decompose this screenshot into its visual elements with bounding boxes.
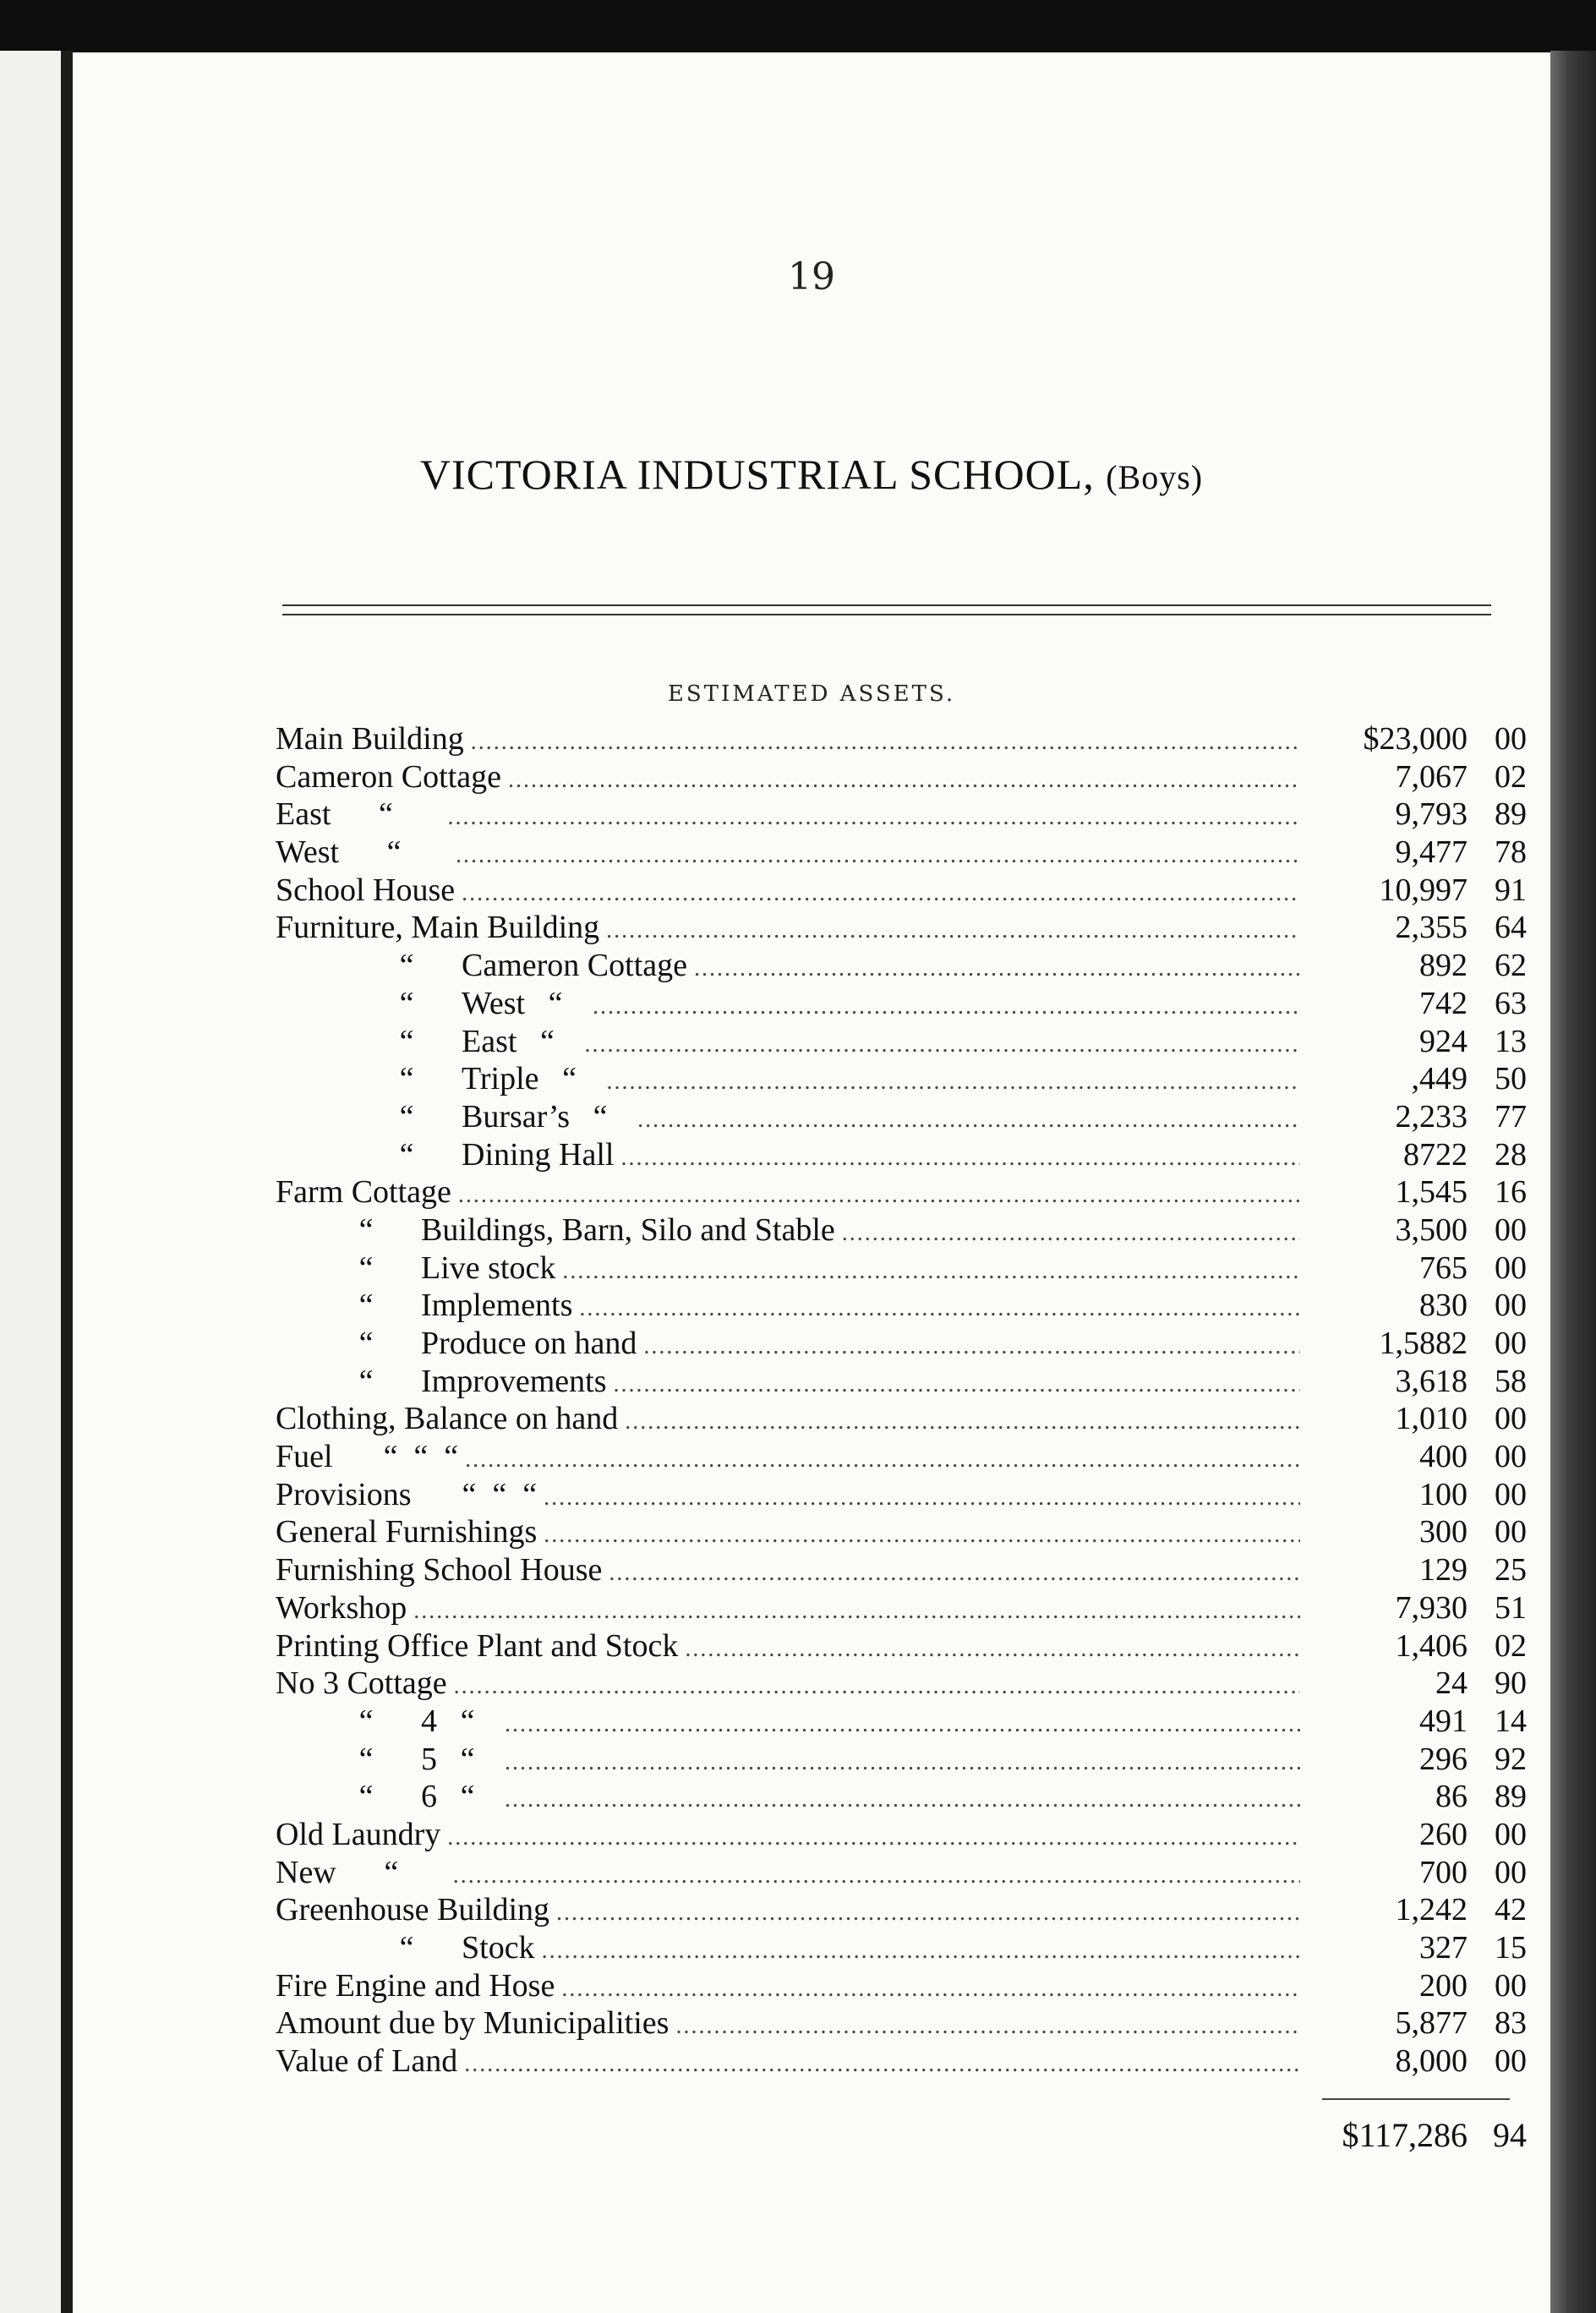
asset-cents: 00 (1495, 2043, 1527, 2080)
leader-dots (562, 1253, 1300, 1291)
ditto-mark: “ (399, 1023, 414, 1059)
asset-row (276, 1627, 1527, 1665)
asset-row (276, 872, 1527, 910)
asset-cents: 62 (1495, 948, 1527, 984)
asset-row (276, 1363, 1527, 1401)
leader-dots (607, 1064, 1300, 1102)
asset-cents: 00 (1495, 1288, 1527, 1324)
asset-cents: 83 (1495, 2005, 1527, 2042)
asset-amount: 765 (1419, 1249, 1468, 1286)
asset-name: Workshop (276, 1589, 407, 1626)
leader-dots (465, 1441, 1300, 1479)
asset-cents: 89 (1495, 796, 1527, 833)
asset-cents: 89 (1495, 1779, 1527, 1815)
asset-label (276, 1703, 498, 1741)
total-amount: $117,286 (1342, 2116, 1468, 2154)
asset-label (276, 909, 599, 947)
asset-amount: 491 (1419, 1703, 1468, 1739)
ditto-mark: “ (399, 1098, 414, 1135)
asset-row (276, 2004, 1527, 2042)
asset-label (276, 1741, 498, 1779)
asset-amount: 892 (1419, 948, 1468, 984)
asset-label (276, 1551, 602, 1589)
asset-row (276, 985, 1527, 1023)
asset-label (276, 1136, 614, 1174)
asset-row (276, 2042, 1527, 2081)
asset-name: Clothing, Balance on hand (276, 1401, 619, 1437)
asset-row (276, 834, 1527, 872)
asset-label (276, 720, 464, 758)
asset-row (276, 1551, 1527, 1589)
asset-row (276, 1967, 1527, 2005)
asset-row (276, 796, 1527, 834)
ditto-mark: “ (379, 796, 393, 833)
ditto-mark: “ (399, 985, 414, 1021)
asset-cents: 91 (1495, 872, 1527, 908)
asset-name: Improvements (421, 1363, 607, 1399)
asset-label (276, 947, 687, 985)
asset-cents: 42 (1495, 1892, 1527, 1928)
leader-dots (620, 1140, 1300, 1178)
asset-cents: 78 (1495, 834, 1527, 871)
asset-cents: 00 (1495, 1476, 1527, 1512)
asset-amount: 9,477 (1395, 834, 1468, 871)
title-rule-top (282, 604, 1491, 606)
asset-label (276, 758, 501, 796)
asset-name: Furnishing School House (276, 1552, 603, 1588)
asset-amount: 1,242 (1395, 1892, 1468, 1928)
asset-cents: 51 (1495, 1589, 1527, 1626)
leader-dots (458, 1177, 1300, 1215)
asset-label (276, 1778, 498, 1816)
ditto-mark: “ (358, 1211, 374, 1248)
asset-label (276, 2042, 457, 2081)
leader-dots (584, 1026, 1300, 1064)
asset-name: West (462, 985, 526, 1021)
leader-dots (464, 2046, 1300, 2084)
asset-amount: 5,877 (1395, 2005, 1468, 2042)
asset-amount: 830 (1419, 1288, 1468, 1324)
asset-amount: 3,618 (1395, 1363, 1468, 1399)
leader-dots (643, 1328, 1300, 1366)
ditto-mark: “ (460, 1703, 475, 1739)
leader-dots (413, 1593, 1300, 1631)
asset-cents: 15 (1495, 1930, 1527, 1966)
asset-label (276, 1211, 835, 1249)
asset-label (276, 1400, 618, 1438)
asset-label (276, 1325, 637, 1363)
asset-cents: 25 (1495, 1552, 1527, 1588)
asset-name: No 3 Cottage (276, 1665, 447, 1702)
asset-row (276, 720, 1527, 758)
ditto-mark: “ (358, 1703, 374, 1739)
asset-label (276, 1363, 607, 1401)
asset-row (276, 1173, 1527, 1211)
asset-cents: 64 (1495, 910, 1527, 946)
asset-label (276, 1816, 440, 1854)
section-title: ESTIMATED ASSETS. (667, 681, 956, 707)
asset-cents: 00 (1495, 1326, 1527, 1361)
leader-dots (614, 1366, 1300, 1404)
asset-row (276, 1778, 1527, 1816)
asset-name: Cameron Cottage (276, 758, 501, 795)
leader-dots (453, 1857, 1300, 1895)
asset-row (276, 758, 1527, 796)
asset-cents: 00 (1495, 1967, 1527, 2004)
asset-name: School House (276, 872, 456, 908)
asset-amount: ,449 (1411, 1061, 1468, 1097)
asset-label (276, 1098, 631, 1136)
asset-label (276, 1627, 678, 1665)
asset-name: Main Building (276, 721, 464, 757)
asset-name: Live stock (421, 1249, 556, 1286)
ditto-mark: “ (593, 1098, 608, 1135)
leader-dots (454, 1668, 1300, 1706)
asset-row (276, 1438, 1527, 1476)
asset-row (276, 1854, 1527, 1892)
book-gutter (61, 51, 73, 2313)
asset-name: New (276, 1854, 336, 1890)
asset-amount: 700 (1419, 1854, 1468, 1890)
asset-cents: 00 (1495, 1816, 1527, 1852)
ditto-mark: “ (399, 1930, 414, 1966)
leader-dots (456, 837, 1300, 875)
assets-table (276, 720, 1527, 2081)
title-rule-bottom (282, 614, 1491, 615)
asset-cents: 90 (1495, 1665, 1527, 1702)
asset-amount: 9,793 (1395, 796, 1468, 833)
asset-cents: 92 (1495, 1741, 1527, 1777)
asset-amount: 7,067 (1395, 758, 1468, 795)
asset-label (276, 872, 455, 910)
asset-row (276, 1476, 1527, 1514)
asset-cents: 00 (1495, 721, 1527, 757)
asset-row (276, 1098, 1527, 1136)
leader-dots (561, 1971, 1300, 2009)
ditto-mark: “ (548, 985, 563, 1021)
total-cents: 94 (1493, 2116, 1527, 2154)
asset-label (276, 834, 449, 872)
asset-amount: 1,545 (1395, 1174, 1468, 1211)
book-fore-edge (1550, 51, 1596, 2313)
asset-name: East (276, 796, 331, 833)
leader-dots (544, 1479, 1300, 1517)
asset-name: Cameron Cottage (462, 948, 687, 984)
asset-label (276, 1854, 446, 1892)
leader-dots (544, 1517, 1300, 1555)
ditto-marks: “ “ “ (462, 1476, 538, 1512)
asset-row (276, 1287, 1527, 1325)
leader-dots (625, 1403, 1300, 1441)
title-sub: (Boys) (1106, 458, 1204, 496)
ditto-mark: “ (358, 1779, 374, 1815)
leader-dots (447, 1819, 1300, 1857)
asset-amount: 924 (1419, 1023, 1468, 1059)
leader-dots (462, 875, 1300, 913)
asset-name: Furniture, Main Building (276, 910, 600, 946)
leader-dots (593, 988, 1300, 1026)
asset-row (276, 909, 1527, 947)
asset-name: Provisions (276, 1476, 412, 1512)
asset-row (276, 1513, 1527, 1551)
asset-row (276, 1023, 1527, 1061)
asset-name: West (276, 834, 340, 871)
asset-amount: 1,406 (1395, 1627, 1468, 1664)
leader-dots (542, 1933, 1300, 1971)
asset-label (276, 1967, 555, 2005)
asset-row (276, 947, 1527, 985)
asset-label (276, 1173, 451, 1211)
asset-amount: 2,233 (1395, 1098, 1468, 1135)
asset-name: Farm Cottage (276, 1174, 451, 1211)
asset-amount: 296 (1419, 1741, 1468, 1777)
asset-amount: 24 (1435, 1665, 1468, 1702)
ditto-mark: “ (358, 1249, 374, 1286)
leader-dots (556, 1895, 1300, 1933)
leader-dots (579, 1290, 1300, 1328)
asset-name: Printing Office Plant and Stock (276, 1627, 679, 1664)
asset-name: Fire Engine and Hose (276, 1967, 555, 2004)
asset-name: Fuel (276, 1439, 333, 1475)
asset-cents: 00 (1495, 1249, 1527, 1286)
ditto-mark: “ (358, 1326, 374, 1361)
asset-amount: 1,5882 (1379, 1326, 1468, 1361)
asset-label (276, 796, 440, 834)
ditto-mark: “ (399, 1061, 414, 1097)
asset-name: Old Laundry (276, 1816, 441, 1852)
asset-amount: 10,997 (1379, 872, 1468, 908)
book-page (73, 52, 1550, 2313)
asset-row (276, 1249, 1527, 1288)
asset-cents: 58 (1495, 1363, 1527, 1399)
asset-name: East (462, 1023, 517, 1059)
leader-dots (505, 1706, 1300, 1744)
asset-amount: 129 (1419, 1552, 1468, 1588)
asset-row (276, 1136, 1527, 1174)
asset-amount: $23,000 (1363, 721, 1468, 757)
ditto-marks: “ “ “ (383, 1439, 459, 1475)
asset-row (276, 1891, 1527, 1929)
asset-name: 4 (421, 1703, 437, 1739)
asset-amount: 742 (1419, 985, 1468, 1021)
asset-row (276, 1703, 1527, 1741)
ditto-mark: “ (399, 1136, 414, 1173)
leader-dots (685, 1631, 1300, 1669)
leader-dots (609, 1555, 1300, 1593)
asset-amount: 8,000 (1395, 2043, 1468, 2080)
asset-name: Amount due by Municipalities (276, 2005, 670, 2042)
asset-amount: 260 (1419, 1816, 1468, 1852)
asset-row (276, 1060, 1527, 1098)
total-rule (1322, 2098, 1510, 2100)
asset-name: Stock (462, 1930, 535, 1966)
asset-label (276, 1589, 407, 1627)
asset-row (276, 1589, 1527, 1627)
asset-label (276, 1249, 555, 1288)
asset-label (276, 1023, 577, 1061)
asset-cents: 14 (1495, 1703, 1527, 1739)
asset-cents: 28 (1495, 1136, 1527, 1173)
asset-cents: 63 (1495, 985, 1527, 1021)
asset-cents: 50 (1495, 1061, 1527, 1097)
adjacent-page-edge (0, 51, 68, 2313)
asset-name: General Furnishings (276, 1514, 538, 1550)
ditto-mark: “ (358, 1741, 374, 1777)
leader-dots (505, 1781, 1300, 1819)
asset-cents: 00 (1495, 1211, 1527, 1248)
asset-row (276, 1816, 1527, 1854)
asset-label (276, 1891, 549, 1929)
page-number: 19 (788, 255, 835, 298)
asset-name: Value of Land (276, 2043, 458, 2080)
leader-dots (842, 1215, 1300, 1253)
asset-amount: 200 (1419, 1967, 1468, 2004)
leader-dots (694, 950, 1300, 988)
ditto-mark: “ (562, 1061, 577, 1097)
asset-cents: 02 (1495, 758, 1527, 795)
asset-name: Produce on hand (421, 1326, 637, 1361)
asset-amount: 400 (1419, 1439, 1468, 1475)
ditto-mark: “ (358, 1288, 374, 1324)
asset-name: Dining Hall (462, 1136, 615, 1173)
leader-dots (675, 2008, 1300, 2046)
asset-label (276, 1060, 600, 1098)
asset-label (276, 985, 586, 1023)
asset-name: Bursar’s (462, 1098, 571, 1135)
asset-amount: 7,930 (1395, 1589, 1468, 1626)
asset-cents: 00 (1495, 1514, 1527, 1550)
asset-label (276, 1287, 572, 1325)
asset-name: 5 (421, 1741, 437, 1777)
ditto-mark: “ (358, 1363, 374, 1399)
asset-amount: 3,500 (1395, 1211, 1468, 1248)
asset-amount: 327 (1419, 1930, 1468, 1966)
asset-cents: 02 (1495, 1627, 1527, 1664)
asset-label (276, 1476, 537, 1514)
asset-name: 6 (421, 1779, 437, 1815)
leader-dots (471, 724, 1300, 762)
asset-label (276, 1929, 535, 1967)
leader-dots (606, 912, 1300, 950)
total-row (1290, 2115, 1527, 2155)
ditto-mark: “ (386, 834, 402, 871)
asset-amount: 2,355 (1395, 910, 1468, 946)
asset-label (276, 2004, 669, 2042)
asset-label (276, 1665, 447, 1703)
leader-dots (505, 1744, 1300, 1782)
asset-row (276, 1929, 1527, 1967)
leader-dots (637, 1102, 1300, 1140)
leader-dots (447, 799, 1300, 837)
ditto-mark: “ (460, 1779, 475, 1815)
asset-row (276, 1400, 1527, 1438)
asset-row (276, 1211, 1527, 1249)
ditto-mark: “ (384, 1854, 399, 1890)
asset-row (276, 1665, 1527, 1703)
asset-row (276, 1741, 1527, 1779)
asset-name: Greenhouse Building (276, 1892, 550, 1928)
asset-name: Implements (421, 1288, 573, 1324)
page-title (73, 450, 1550, 499)
asset-row (276, 1325, 1527, 1363)
asset-cents: 00 (1495, 1401, 1527, 1437)
asset-amount: 300 (1419, 1514, 1468, 1550)
asset-cents: 00 (1495, 1854, 1527, 1890)
title-main: VICTORIA INDUSTRIAL SCHOOL, (419, 451, 1095, 498)
asset-cents: 77 (1495, 1098, 1527, 1135)
asset-amount: 100 (1419, 1476, 1468, 1512)
asset-amount: 86 (1435, 1779, 1468, 1815)
asset-cents: 16 (1495, 1174, 1527, 1211)
asset-cents: 13 (1495, 1023, 1527, 1059)
asset-name: Buildings, Barn, Silo and Stable (421, 1211, 835, 1248)
asset-label (276, 1513, 537, 1551)
ditto-mark: “ (399, 948, 414, 984)
asset-amount: 8722 (1403, 1136, 1468, 1173)
ditto-mark: “ (460, 1741, 475, 1777)
asset-label (276, 1438, 458, 1476)
asset-cents: 00 (1495, 1439, 1527, 1475)
asset-amount: 1,010 (1395, 1401, 1468, 1437)
leader-dots (508, 762, 1300, 800)
ditto-mark: “ (540, 1023, 555, 1059)
asset-name: Triple (462, 1061, 539, 1097)
